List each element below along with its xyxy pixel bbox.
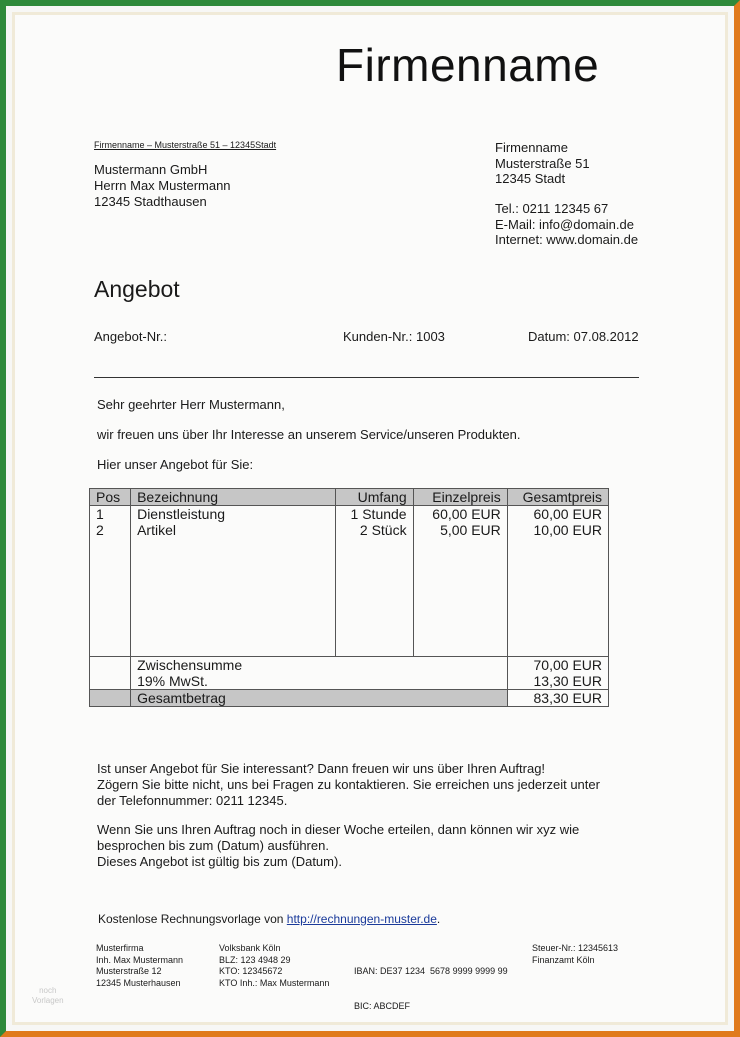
- document-title: Angebot: [94, 276, 180, 302]
- company-logo-text: Firmenname: [336, 39, 600, 91]
- header-pos: Pos: [90, 489, 131, 506]
- company-line: Firmenname: [495, 140, 568, 155]
- footer-credit-text: Kostenlose Rechnungsvorlage von: [98, 912, 287, 926]
- total-label: Gesamtbetrag: [131, 690, 508, 707]
- empty-cell: [90, 538, 131, 657]
- table-row: [90, 506, 609, 523]
- footer-line: BLZ: 123 4948 29: [219, 954, 291, 965]
- angebot-number: Angebot-Nr.:: [94, 329, 167, 344]
- empty-cell: [336, 538, 413, 657]
- tax-value: 13,30 EUR: [507, 673, 608, 690]
- closing-paragraph-2: [97, 822, 579, 870]
- company-address: [495, 140, 590, 187]
- total-row: [90, 690, 609, 707]
- cell-pos: 1: [90, 506, 131, 523]
- company-line: Musterstraße 51: [495, 155, 590, 171]
- empty-cell: [90, 657, 131, 674]
- cell-bezeichnung: Artikel: [131, 522, 336, 538]
- document-date: Datum: 07.08.2012: [528, 329, 639, 344]
- header-umfang: Umfang: [336, 489, 413, 506]
- contact-phone: Tel.: 0211 12345 67: [495, 201, 609, 216]
- customer-number: Kunden-Nr.: 1003: [343, 329, 445, 344]
- header-bezeichnung: Bezeichnung: [131, 489, 336, 506]
- footer-credit-end: .: [436, 912, 441, 926]
- header-gesamtpreis: Gesamtpreis: [507, 489, 608, 506]
- tax-row: [90, 673, 609, 690]
- watermark: [32, 986, 64, 1006]
- footer-line: KTO Inh.: Max Mustermann: [219, 977, 330, 988]
- offer-table: [89, 488, 609, 707]
- footer-line: Finanzamt Köln: [532, 954, 595, 965]
- intro-text: wir freuen uns über Ihr Interesse an unserem Service/unseren Produkten.: [97, 427, 521, 442]
- recipient-address: [94, 162, 231, 210]
- empty-cell: [90, 690, 131, 707]
- footer-line: Inh. Max Mustermann: [96, 954, 184, 965]
- closing-line: Dieses Angebot ist gültig bis zum (Datum).: [97, 854, 342, 869]
- subtotal-value: 70,00 EUR: [507, 657, 608, 674]
- offer-intro: Hier unser Angebot für Sie:: [97, 457, 254, 472]
- closing-paragraph-1: [97, 761, 600, 809]
- subtotal-row: [90, 657, 609, 674]
- table-header-row: [90, 489, 609, 506]
- total-value: 83,30 EUR: [507, 690, 608, 707]
- footer-line: Musterstraße 12: [96, 966, 162, 976]
- footer-line: IBAN: DE37 1234 5678 9999 9999 99: [354, 966, 508, 976]
- cell-einzelpreis: 5,00 EUR: [413, 522, 507, 538]
- closing-line: Zögern Sie bitte nicht, uns bei Fragen zu kontaktieren. Sie erreichen uns jederzeit unter: [97, 777, 600, 792]
- footer-line: Steuer-Nr.: 12345613: [532, 943, 619, 953]
- subtotal-label: Zwischensumme: [131, 657, 508, 674]
- watermark-line: Vorlagen: [32, 996, 64, 1005]
- table-row: [90, 522, 609, 538]
- header-einzelpreis: Einzelpreis: [413, 489, 507, 506]
- cell-umfang: 1 Stunde: [336, 506, 413, 523]
- recipient-line: 12345 Stadthausen: [94, 194, 207, 209]
- recipient-line: Herrn Max Mustermann: [94, 178, 231, 193]
- empty-cell: [413, 538, 507, 657]
- footer-line: Volksbank Köln: [219, 943, 281, 953]
- cell-gesamtpreis: 10,00 EUR: [507, 522, 608, 538]
- closing-line: der Telefonnummer: 0211 12345.: [97, 793, 288, 808]
- footer-line: Musterfirma: [96, 943, 144, 953]
- footer-line: KTO: 12345672: [219, 966, 283, 976]
- cell-bezeichnung: Dienstleistung: [131, 506, 336, 523]
- footer-tax-column: [532, 943, 618, 966]
- empty-cell: [90, 673, 131, 690]
- cell-umfang: 2 Stück: [336, 522, 413, 538]
- contact-email: E-Mail: info@domain.de: [495, 216, 634, 232]
- footer-line: BIC: ABCDEF: [354, 1000, 411, 1011]
- footer-link[interactable]: http://rechnungen-muster.de: [286, 912, 437, 926]
- empty-cell: [507, 538, 608, 657]
- cell-einzelpreis: 60,00 EUR: [413, 506, 507, 523]
- table-empty-space: [90, 538, 609, 657]
- closing-line: Wenn Sie uns Ihren Auftrag noch in dieser Woche erteilen, dann können wir xyz wie: [97, 822, 580, 837]
- recipient-line: Mustermann GmbH: [94, 162, 208, 177]
- salutation: Sehr geehrter Herr Mustermann,: [97, 397, 285, 412]
- footer-credit: [98, 912, 440, 926]
- tax-label: 19% MwSt.: [131, 673, 508, 690]
- cell-gesamtpreis: 60,00 EUR: [507, 506, 608, 523]
- divider-line: [94, 377, 639, 378]
- cell-pos: 2: [90, 522, 131, 538]
- watermark-line: noch: [39, 986, 57, 995]
- contact-website: Internet: www.domain.de: [495, 232, 639, 247]
- footer-iban-column: [354, 943, 508, 1024]
- sender-return-line: Firmenname – Musterstraße 51 – 12345Stadt: [94, 140, 277, 150]
- company-contact: [495, 201, 638, 248]
- footer-company-column: [96, 943, 183, 989]
- empty-cell: [131, 538, 336, 657]
- footer-bank-column: [219, 943, 329, 989]
- closing-line: Ist unser Angebot für Sie interessant? Dann freuen wir uns über Ihren Auftrag!: [97, 761, 546, 776]
- closing-line: besprochen bis zum (Datum) ausführen.: [97, 838, 329, 853]
- footer-line: 12345 Musterhausen: [96, 977, 181, 988]
- company-line: 12345 Stadt: [495, 171, 566, 186]
